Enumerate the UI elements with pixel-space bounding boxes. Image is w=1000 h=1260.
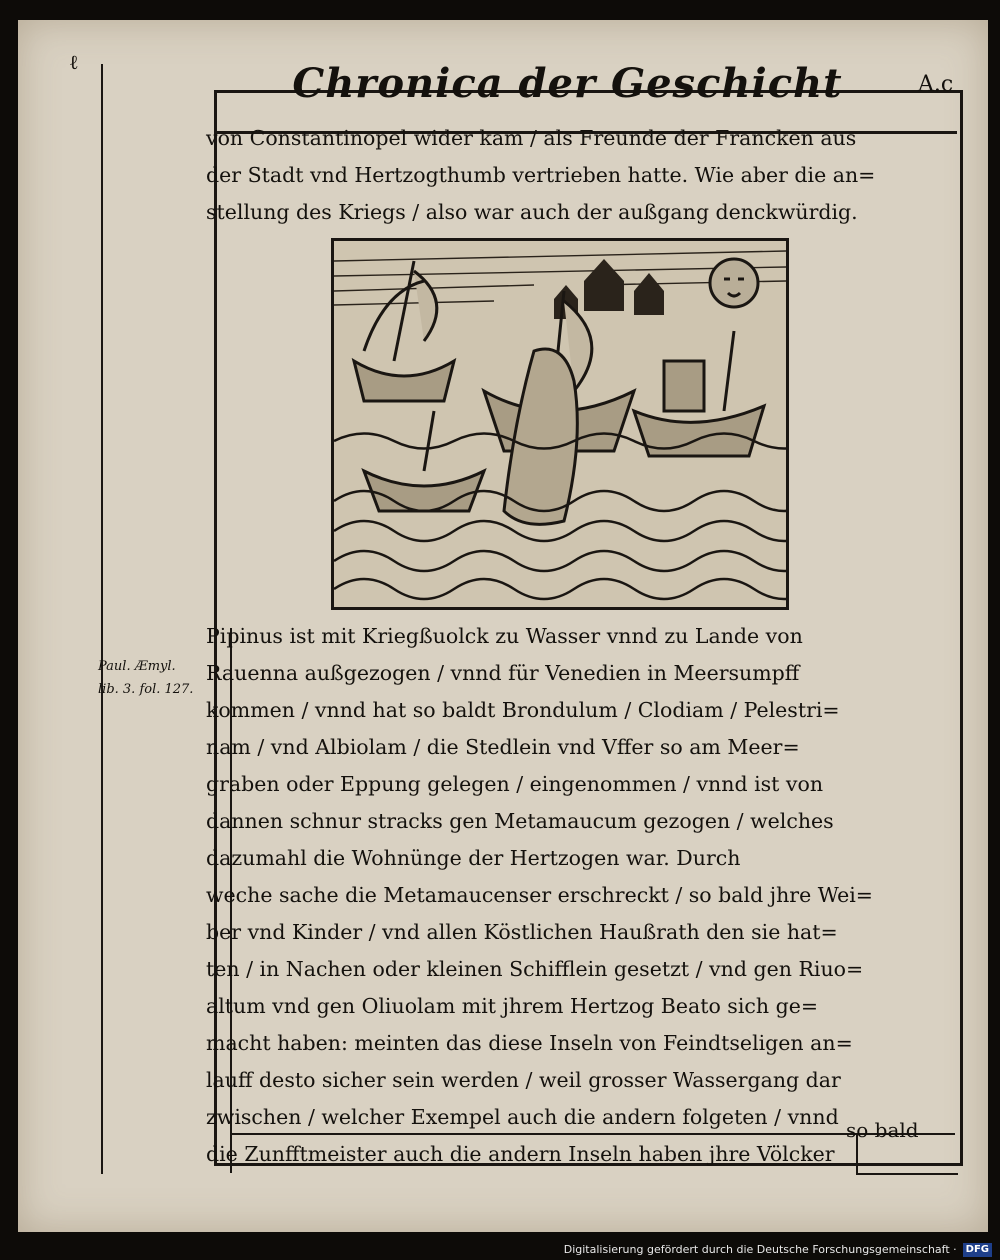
top-paragraph (206, 120, 928, 231)
text-line: lauff desto sicher sein werden / weil grosser Wassergang dar (206, 1068, 841, 1092)
woodcut-image (334, 241, 786, 607)
dfg-logo: DFG (963, 1243, 992, 1257)
text-line: ten / in Nachen oder kleinen Schifflein gesetzt / vnd gen Riuo= (206, 957, 864, 981)
text-line: graben oder Eppung gelegen / eingenommen / vnnd ist von (206, 772, 824, 796)
signature-mark: A.c (918, 72, 954, 97)
text-line: weche sache die Metamaucenser erschreckt / so bald jhre Wei= (206, 883, 873, 907)
text-line: altum vnd gen Oliuolam mit jhrem Hertzog Beato sich ge= (206, 994, 819, 1018)
catchword: so bald (846, 1118, 919, 1142)
text-line: dazumahl die Wohnünge der Hertzogen war. Durch (206, 846, 741, 870)
text-line: macht haben: meinten das diese Inseln von Feindtseligen an= (206, 1031, 853, 1055)
text-line: ber vnd Kinder / vnd allen Köstlichen Haußrath den sie hat= (206, 920, 838, 944)
text-line: dannen schnur stracks gen Metamaucum gezogen / welches (206, 809, 834, 833)
digitization-footer (0, 1240, 1000, 1260)
text-line: der Stadt vnd Hertzogthumb vertrieben hatte. Wie aber die an= (206, 163, 876, 187)
text-line: die Zunfftmeister auch die andern Inseln haben jhre Völcker (206, 1142, 835, 1166)
text-line: nam / vnd Albiolam / die Stedlein vnd Vffer so am Meer= (206, 735, 800, 759)
text-line: von Constantinopel wider kam / als Freunde der Francken aus (206, 126, 857, 150)
marginal-line: Paul. Æmyl. (98, 659, 176, 674)
main-paragraph (206, 618, 928, 1173)
text-line: Pipinus ist mit Kriegßuolck zu Wasser vnnd zu Lande von (206, 624, 803, 648)
running-title: Chronica der Geschicht (292, 60, 843, 107)
woodcut-illustration (331, 238, 789, 610)
footer-credit: Digitalisierung gefördert durch die Deutsche Forschungsgemeinschaft · (563, 1243, 957, 1256)
text-line: zwischen / welcher Exempel auch die andern folgeten / vnnd (206, 1105, 839, 1129)
corner-mark: ℓ (69, 50, 79, 74)
margin-rule (101, 64, 103, 1174)
marginal-note (98, 655, 208, 701)
text-line: kommen / vnnd hat so baldt Brondulum / Clodiam / Pelestri= (206, 698, 840, 722)
text-line: stellung des Kriegs / also war auch der außgang denckwürdig. (206, 200, 858, 224)
marginal-line: lib. 3. fol. 127. (98, 682, 194, 697)
text-line: Rauenna außgezogen / vnnd für Venedien in Meersumpff (206, 661, 800, 685)
